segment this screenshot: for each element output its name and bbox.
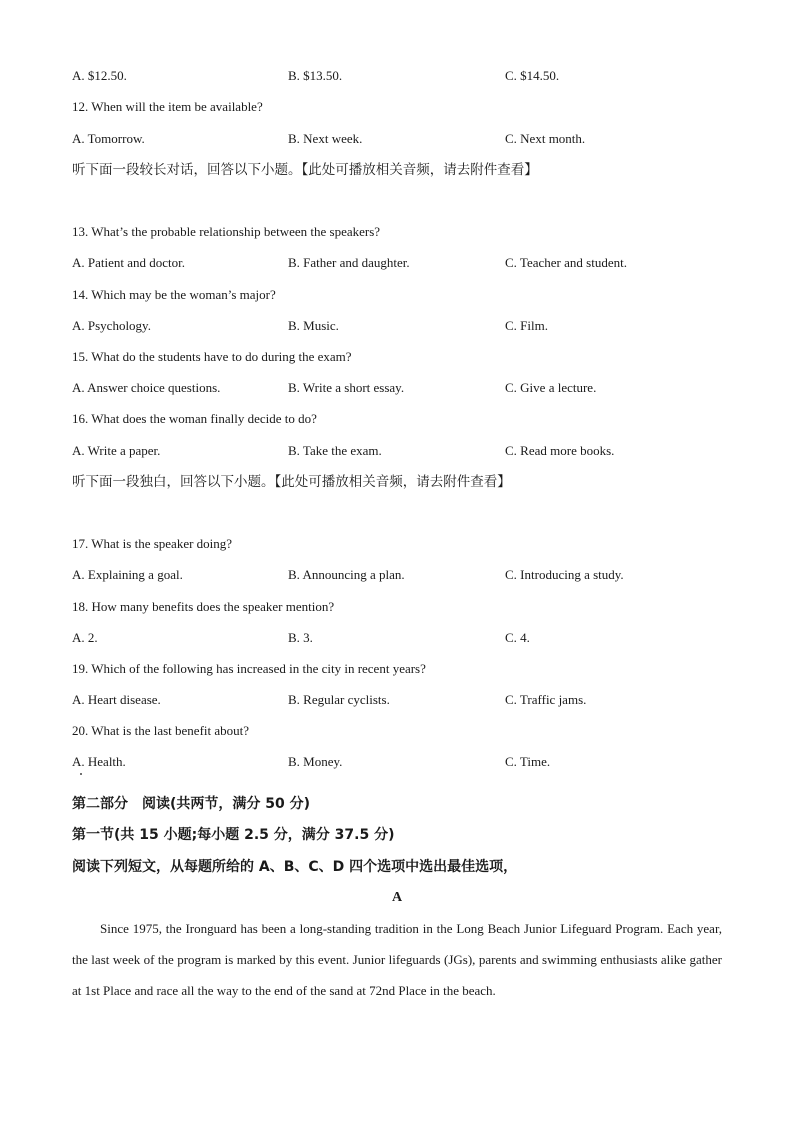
q11-option-b: B. $13.50.: [288, 68, 343, 83]
stray-mark: [80, 773, 82, 775]
q15-option-b: B. Write a short essay.: [288, 380, 405, 395]
passage-paragraph: Since 1975, the Ironguard has been a long-standing tradition in the Long Beach Junior Lifeguard Program. Each year, the last week of the program is marked by this event. Junior lifeguards (JGs), parents and swimming enthusiasts alike gather at 1st Place and race all the way to the end of the sand at 72nd Place in the beach.: [72, 921, 722, 998]
q14-option-b: B. Music.: [288, 318, 339, 333]
q14-options: [72, 316, 732, 336]
q17-option-b: B. Announcing a plan.: [288, 567, 405, 582]
q13-option-c: C. Teacher and student.: [505, 255, 627, 270]
q16-option-b: B. Take the exam.: [288, 443, 382, 458]
q19-option-b: B. Regular cyclists.: [288, 692, 390, 707]
q12-question: 12. When will the item be available?: [72, 99, 263, 114]
q17-option-c: C. Introducing a study.: [505, 567, 624, 582]
q16-option-c: C. Read more books.: [505, 443, 615, 458]
q15-question: 15. What do the students have to do during the exam?: [72, 349, 352, 364]
q20-options: [72, 752, 732, 772]
q20-option-c: C. Time.: [505, 754, 551, 769]
q18-option-b: B. 3.: [288, 630, 313, 645]
q13-option-b: B. Father and daughter.: [288, 255, 410, 270]
q16-option-a: A. Write a paper.: [72, 443, 161, 458]
q12-option-c: C. Next month.: [505, 131, 586, 146]
q11-option-c: C. $14.50.: [505, 68, 560, 83]
q19-options: [72, 690, 732, 710]
q13-options: [72, 253, 732, 273]
q14-option-c: C. Film.: [505, 318, 548, 333]
q13-question: 13. What’s the probable relationship between the speakers?: [72, 224, 381, 239]
q14-question: 14. Which may be the woman’s major?: [72, 287, 276, 302]
q19-option-a: A. Heart disease.: [72, 692, 161, 707]
q11-option-a: A. $12.50.: [72, 68, 127, 83]
q18-option-a: A. 2.: [72, 630, 98, 645]
q12-option-b: B. Next week.: [288, 131, 363, 146]
q20-option-a: A. Health.: [72, 754, 126, 769]
q17-options: [72, 565, 732, 585]
part2-heading: 第二部分 阅读(共两节，满分 50 分): [72, 796, 311, 812]
q19-option-c: C. Traffic jams.: [505, 692, 587, 707]
q15-option-c: C. Give a lecture.: [505, 380, 597, 395]
q12-option-a: A. Tomorrow.: [72, 131, 145, 146]
section1-heading: 第一节(共 15 小题;每小题 2.5 分，满分 37.5 分): [72, 827, 395, 843]
passage-label: A: [391, 890, 403, 905]
q13-option-a: A. Patient and doctor.: [72, 255, 186, 270]
q18-options: [72, 628, 732, 648]
reading-instruction: 阅读下列短文，从每题所给的 A、B、C、D 四个选项中选出最佳选项，: [72, 859, 518, 875]
q17-question: 17. What is the speaker doing?: [72, 536, 233, 551]
q18-option-c: C. 4.: [505, 630, 530, 645]
q20-option-b: B. Money.: [288, 754, 343, 769]
q18-question: 18. How many benefits does the speaker mention?: [72, 599, 335, 614]
instruction-monologue: 听下面一段独白，回答以下小题。【此处可播放相关音频，请去附件查看】: [72, 474, 511, 490]
q11-options: [72, 66, 732, 86]
instruction-long-dialogue: 听下面一段较长对话，回答以下小题。【此处可播放相关音频，请去附件查看】: [72, 162, 538, 178]
q14-option-a: A. Psychology.: [72, 318, 151, 333]
q15-option-a: A. Answer choice questions.: [72, 380, 221, 395]
q12-options: [72, 129, 732, 149]
q16-options: [72, 441, 732, 461]
q16-question: 16. What does the woman finally decide to do?: [72, 411, 317, 426]
q20-question: 20. What is the last benefit about?: [72, 723, 250, 738]
q19-question: 19. Which of the following has increased in the city in recent years?: [72, 661, 426, 676]
q15-options: [72, 378, 732, 398]
q17-option-a: A. Explaining a goal.: [72, 567, 183, 582]
